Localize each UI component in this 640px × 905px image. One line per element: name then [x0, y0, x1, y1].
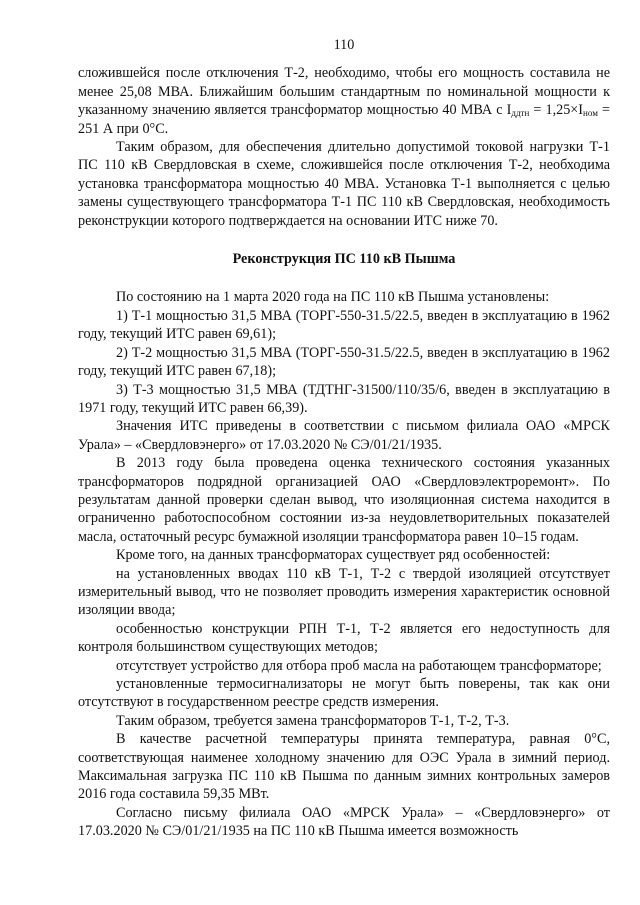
paragraph: Значения ИТС приведены в соответствии с письмом филиала ОАО «МРСК Урала» – «Свердловэнерго» от 17.03.2020 № СЭ/01/21/1935. [78, 418, 610, 453]
paragraph: В качестве расчетной температуры принята температура, равная 0°С, соответствующая наименее холодному значению для ОЭС Урала в зимний период. Максимальная загрузка ПС 110 кВ Пышма по данным зимних контрольных замеров 2016 года составила 59,35 МВт. [78, 731, 610, 803]
list-item: на установленных вводах 110 кВ Т-1, Т-2 с твердой изоляцией отсутствует измерительный вывод, что не позволяет проводить измерения характеристик основной изоляции ввода; [78, 565, 610, 619]
paragraph: Таким образом, для обеспечения длительно допустимой токовой нагрузки Т-1 ПС 110 кВ Свердловская в схеме, сложившейся после отключения Т-2, необходима установка трансформатора мощностью 40 МВА. Установка Т-1 выполняется с целью замены существующего трансформатора Т-1 ПС 110 кВ Свердловская, необходимость реконструкции которого подтверждается на основании ИТС ниже 70. [78, 139, 610, 229]
paragraph: По состоянию на 1 марта 2020 года на ПС 110 кВ Пышма установлены: [116, 289, 550, 306]
list-item: 1) Т-1 мощностью 31,5 МВА (ТОРГ-550-31.5/22.5, введен в эксплуатацию в 1962 году, текущий ИТС равен 69,61); [78, 307, 610, 343]
paragraph: Кроме того, на данных трансформаторах существует ряд особенностей: [116, 547, 551, 564]
list-item: 3) Т-3 мощностью 31,5 МВА (ТДТНГ-31500/110/35/6, введен в эксплуатацию в 1971 году, текущий ИТС равен 66,39). [78, 381, 610, 416]
section-heading: Реконструкция ПС 110 кВ Пышма [232, 251, 456, 268]
paragraph: Согласно письму филиала ОАО «МРСК Урала» – «Свердловэнерго» от 17.03.2020 № СЭ/01/21/1935 на ПС 110 кВ Пышма имеется возможность [78, 804, 610, 840]
list-item: 2) Т-2 мощностью 31,5 МВА (ТОРГ-550-31.5/22.5, введен в эксплуатацию в 1962 году, текущий ИТС равен 67,18); [78, 344, 610, 380]
paragraph: В 2013 году была проведена оценка технического состояния указанных трансформаторов подрядной организацией ОАО «Свердловэлектроремонт». По результатам данной проверки сделан вывод, что изоляционная система находится в ограниченно работоспособном состоянии из-за неудовлетворительных показателей масла, остаточный ресурс бумажной изоляции трансформатора равен 10–15 годам. [78, 455, 610, 545]
subscript: ддтн [511, 108, 530, 119]
list-item: отсутствует устройство для отбора проб масла на работающем трансформаторе; [116, 657, 602, 674]
subscript: ном [583, 108, 598, 119]
list-item: особенностью конструкции РПН Т-1, Т-2 является его недоступность для контроля большинством существующих методов; [78, 620, 610, 656]
paragraph: Таким образом, требуется замена трансформаторов Т-1, Т-2, Т-3. [116, 712, 510, 729]
paragraph-continuation [78, 64, 610, 138]
text-segment: сложившейся после отключения Т-2, необходимо, чтобы его мощность составила не менее 25,08 МВА. Ближайшим большим стандартным по номинальной мощности к указанному значению является трансформатор мощностью 40 МВА с I [78, 65, 610, 119]
list-item: установленные термосигнализаторы не могут быть поверены, так как они отсутствуют в государственном реестре средств измерения. [78, 676, 610, 711]
document-page [78, 36, 610, 841]
text-segment: = 1,25×I [529, 102, 584, 119]
text-segment: = 251 А при 0°С. [78, 102, 610, 137]
page-number: 110 [333, 37, 355, 53]
